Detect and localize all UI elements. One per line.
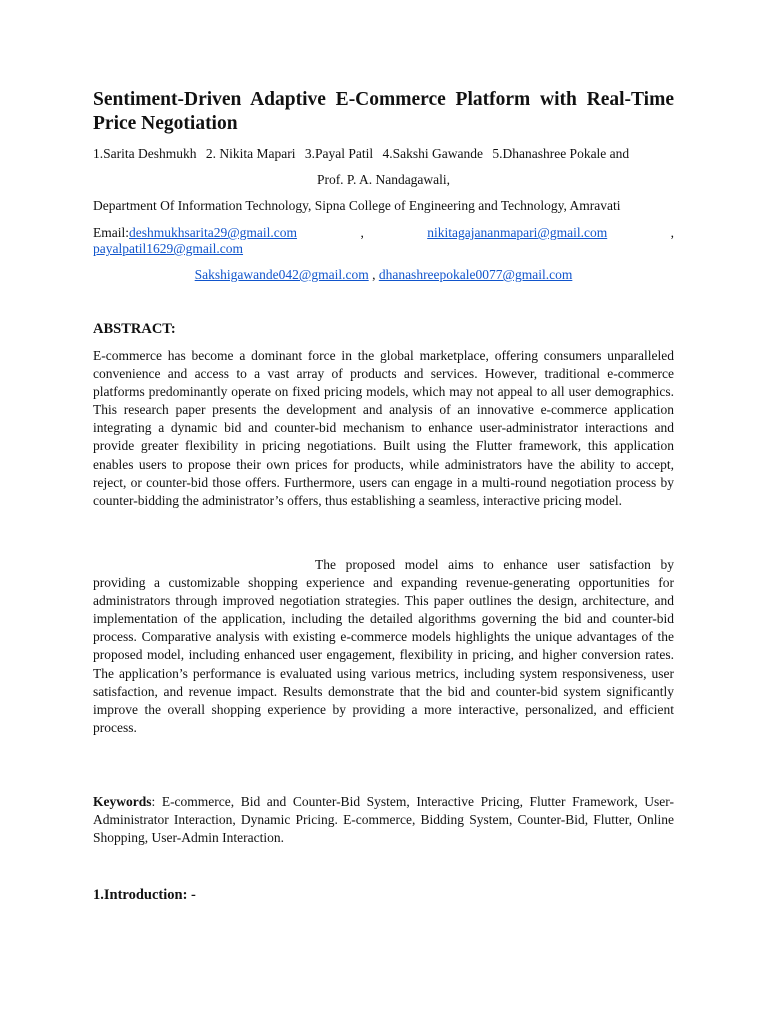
email-separator-2: , [670, 225, 674, 240]
email-row-1 [93, 225, 674, 241]
author-5: 5.Dhanashree Pokale and [492, 146, 630, 161]
email-1-group [93, 225, 297, 241]
abstract-heading: ABSTRACT: [93, 321, 176, 337]
author-list [93, 146, 674, 162]
author-2: 2. Nikita Mapari [205, 146, 296, 161]
email-link-3[interactable]: payalpatil1629@gmail.com [93, 241, 244, 256]
guide-name: Prof. P. A. Nandagawali, [316, 172, 451, 187]
email-link-4[interactable]: Sakshigawande042@gmail.com [194, 267, 369, 282]
paper-title: Sentiment-Driven Adaptive E-Commerce Platform with Real-Time Price Negotiation [93, 89, 674, 134]
email-link-1[interactable]: deshmukhsarita29@gmail.com [129, 225, 298, 240]
email-prefix: Email: [93, 225, 129, 240]
author-4: 4.Sakshi Gawande [382, 146, 483, 161]
email-separator-3: , [368, 267, 379, 282]
email-separator-1: , [360, 225, 364, 240]
email-row-3 [93, 267, 674, 283]
email-row-2 [93, 241, 674, 257]
keywords-paragraph [93, 793, 674, 847]
author-3: 3.Payal Patil [304, 146, 374, 161]
department-affiliation: Department Of Information Technology, Sipna College of Engineering and Technology, Amravati [93, 198, 621, 213]
keywords-label: Keywords [93, 794, 152, 809]
introduction-heading: 1.Introduction: - [93, 887, 196, 903]
abstract-paragraph-1: E-commerce has become a dominant force in the global marketplace, offering consumers unparalleled convenience and access to a vast array of products and services. However, traditional e-commerce platforms predominantly operate on fixed pricing models, which may not appeal to all user demographics. This research paper presents the development and analysis of an innovative e-commerce application integrating a dynamic bid and counter-bid mechanism to enhance user-administrator interactions and provide greater flexibility in pricing negotiations. Built using the Flutter framework, this application enables users to propose their own prices for products, while administrators have the ability to accept, reject, or counter-bid those offers. Furthermore, users can engage in a multi-round negotiation process by counter-bidding the administrator’s offers, thus establishing a seamless, interactive pricing model. [93, 348, 674, 508]
keywords-text: : E-commerce, Bid and Counter-Bid System, Interactive Pricing, Flutter Framework, User-Administrator Interaction, Dynamic Pricing. E-commerce, Bidding System, Counter-Bid, Flutter, Online Shopping, User-Admin Interaction. [93, 794, 674, 846]
author-1: 1.Sarita Deshmukh [93, 146, 197, 161]
email-link-5[interactable]: dhanashreepokale0077@gmail.com [378, 267, 573, 282]
email-link-2[interactable]: nikitagajananmapari@gmail.com [427, 225, 608, 240]
abstract-paragraph-2: The proposed model aims to enhance user satisfaction by providing a customizable shopping experience and expanding revenue-generating opportunities for administrators through improved negotiation strategies. This paper outlines the design, architecture, and implementation of the application, including the detailed algorithms governing the bid and counter-bid process. Comparative analysis with existing e-commerce models highlights the unique advantages of the proposed model, including enhanced user engagement, flexibility in pricing, and higher conversion rates. The application’s performance is evaluated using various metrics, including system responsiveness, user satisfaction, and revenue impact. Results demonstrate that the bid and counter-bid system significantly improve the overall shopping experience by providing a more interactive, personalized, and efficient process. [93, 557, 674, 735]
